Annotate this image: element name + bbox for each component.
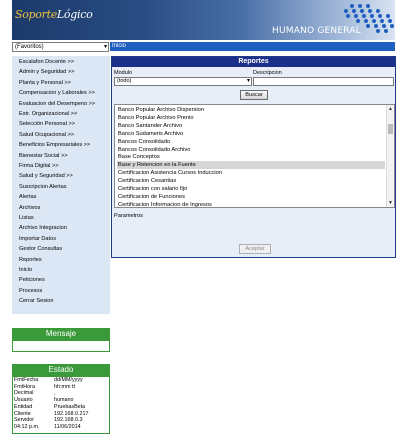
estado-value: 11/06/2014: [54, 423, 81, 430]
modulo-select-value: (todo): [117, 78, 132, 84]
estado-row: [14, 397, 73, 403]
logo-dot: [352, 9, 356, 13]
sidebar-item[interactable]: Beneficios Empresariales >>: [19, 142, 91, 149]
logo-dot: [386, 14, 390, 18]
logo-dot: [354, 14, 358, 18]
estado-value: dd/MM/yyyy: [54, 377, 83, 383]
sidebar-item[interactable]: Firma Digital >>: [19, 163, 59, 169]
sidebar-item[interactable]: Importar Datos: [19, 235, 56, 242]
estado-key: Decimal: [14, 390, 34, 397]
logo-dot: [384, 29, 388, 33]
estado-row: [14, 377, 83, 383]
list-item[interactable]: Bancos Consolidado: [118, 138, 171, 145]
sidebar-menu: [12, 56, 110, 314]
sidebar-item[interactable]: Inicio: [19, 267, 33, 273]
header-banner: [12, 0, 395, 40]
logo-dot: [358, 4, 362, 8]
list-item[interactable]: Banco Popular Archivo Prenio: [118, 114, 194, 121]
list-item[interactable]: Banco Popular Archivo Dispersion: [118, 107, 204, 113]
estado-value: PruebasBeta: [54, 403, 86, 410]
aceptar-button[interactable]: Aceptar: [239, 244, 271, 254]
sidebar-item[interactable]: Procesos: [19, 287, 43, 294]
sidebar-item[interactable]: Admin y Seguridad >>: [19, 69, 75, 76]
logo-dots-graphic: [342, 4, 395, 36]
logo-dot: [390, 24, 394, 28]
modulo-label: Modulo: [114, 70, 133, 76]
logo-dot: [374, 24, 378, 28]
descripcion-input[interactable]: [253, 77, 394, 86]
list-item[interactable]: Base y Retencion en la Fuente: [117, 161, 385, 169]
estado-key: Usuario: [14, 397, 33, 404]
estado-key: FmtFecha: [14, 377, 39, 383]
list-item[interactable]: Certificacion con salario fijo: [118, 186, 188, 192]
logo-dot: [356, 19, 360, 23]
sidebar-item[interactable]: Selección Personal >>: [19, 121, 75, 128]
sidebar-item[interactable]: Alertas: [19, 194, 37, 201]
logo-dot: [360, 9, 364, 13]
estado-row: [14, 390, 56, 396]
scroll-thumb[interactable]: [388, 124, 393, 134]
sidebar-item[interactable]: Salud Ocupacional >>: [19, 131, 75, 138]
logo-dot: [372, 19, 376, 23]
logo-dot: [380, 19, 384, 23]
sidebar-item[interactable]: Estr. Organizacional >>: [19, 111, 78, 117]
logo-dot: [378, 14, 382, 18]
estado-key: FmtHora: [14, 383, 35, 390]
sidebar-item[interactable]: Salud y Seguridad >>: [19, 173, 73, 180]
logo-dot: [370, 14, 374, 18]
list-item[interactable]: Base Conceptos: [118, 154, 160, 161]
sidebar-item[interactable]: Evaluacion del Desempeno >>: [19, 100, 96, 107]
banner-subtitle: HUMANO GENERAL: [272, 26, 361, 36]
estado-row: [14, 384, 75, 390]
logo-dot: [364, 19, 368, 23]
estado-row: [14, 404, 85, 410]
scroll-down-arrow-icon[interactable]: ▼: [388, 200, 393, 206]
logo-dot: [344, 9, 348, 13]
favorites-select-value: (Favoritos): [15, 44, 44, 50]
logo-dot: [388, 19, 392, 23]
logo-dot: [346, 14, 350, 18]
sidebar-item[interactable]: Suscripcion Alertas: [19, 183, 67, 190]
listbox-scrollbar[interactable]: [386, 105, 394, 207]
mensaje-body: [12, 340, 110, 352]
reportes-listbox[interactable]: [114, 104, 395, 208]
estado-key: Entidad: [14, 403, 33, 410]
logo-dot: [376, 29, 380, 33]
panel-title: Reportes: [112, 57, 395, 67]
sidebar-item[interactable]: Archivo Integracion: [19, 225, 67, 232]
sidebar-item[interactable]: Planta y Personal >>: [19, 79, 71, 86]
estado-key: 04:12 p.m.: [14, 423, 40, 430]
estado-key: Servidor: [14, 417, 35, 424]
logo: SoporteLógico: [15, 8, 93, 21]
logo-dot: [366, 4, 370, 8]
chevron-down-icon: ▾: [103, 44, 107, 50]
list-item[interactable]: Certificacion Cesantias: [118, 178, 177, 185]
breadcrumb[interactable]: Inicio: [110, 42, 395, 51]
modulo-select[interactable]: [114, 77, 252, 86]
logo-dot: [362, 14, 366, 18]
list-item[interactable]: Certificacion de Funciones: [118, 193, 186, 200]
chevron-down-icon: ▾: [246, 78, 250, 84]
list-item[interactable]: Banco Santander Archivo: [118, 122, 183, 129]
sidebar-item[interactable]: Gestor Consultas: [19, 246, 63, 253]
scroll-up-arrow-icon[interactable]: ▲: [388, 106, 393, 112]
list-item[interactable]: Certificacion Informacion de Ingresos: [118, 201, 212, 208]
sidebar-item[interactable]: Peticiones: [19, 277, 45, 284]
estado-value: 192.168.0.217: [54, 410, 89, 417]
estado-value: hh:mm tt: [54, 383, 75, 390]
list-item[interactable]: Banco Sudameris Archivo: [118, 130, 184, 137]
reportes-panel: [111, 56, 396, 258]
estado-value: 192.168.0.3: [54, 417, 83, 424]
estado-row: [14, 417, 82, 423]
sidebar-item[interactable]: Escalafon Docente >>: [19, 59, 75, 65]
parametros-label: Parametros: [114, 213, 143, 219]
sidebar-item[interactable]: Listas: [19, 215, 34, 221]
logo-dot: [376, 9, 380, 13]
estado-key: Cliente: [14, 410, 31, 417]
estado-row: [14, 411, 88, 417]
sidebar-item[interactable]: Bienestar Social >>: [19, 152, 68, 159]
mensaje-title: Mensaje: [12, 328, 110, 340]
logo-dot: [382, 24, 386, 28]
logo-dot: [350, 4, 354, 8]
logo-dot: [368, 9, 372, 13]
list-item[interactable]: Bancos Consolidado Archivo: [118, 146, 191, 153]
estado-title: Estado: [12, 364, 110, 376]
favorites-select[interactable]: [12, 42, 109, 52]
estado-value: ,: [54, 390, 56, 397]
sidebar-item[interactable]: Compensacion y Laborales >>: [19, 90, 95, 97]
buscar-button[interactable]: Buscar: [240, 90, 268, 100]
logo-dot: [366, 24, 370, 28]
sidebar-item[interactable]: Archivos: [19, 204, 41, 211]
list-item[interactable]: Certificacion Asistencia Cursos Induccion: [118, 170, 223, 177]
sidebar-item[interactable]: Reportes: [19, 256, 42, 263]
descripcion-label: Descripcion: [253, 70, 282, 76]
estado-row: [14, 424, 81, 430]
sidebar-item[interactable]: Cerrar Sesion: [19, 298, 54, 305]
estado-value: humano: [54, 397, 74, 404]
